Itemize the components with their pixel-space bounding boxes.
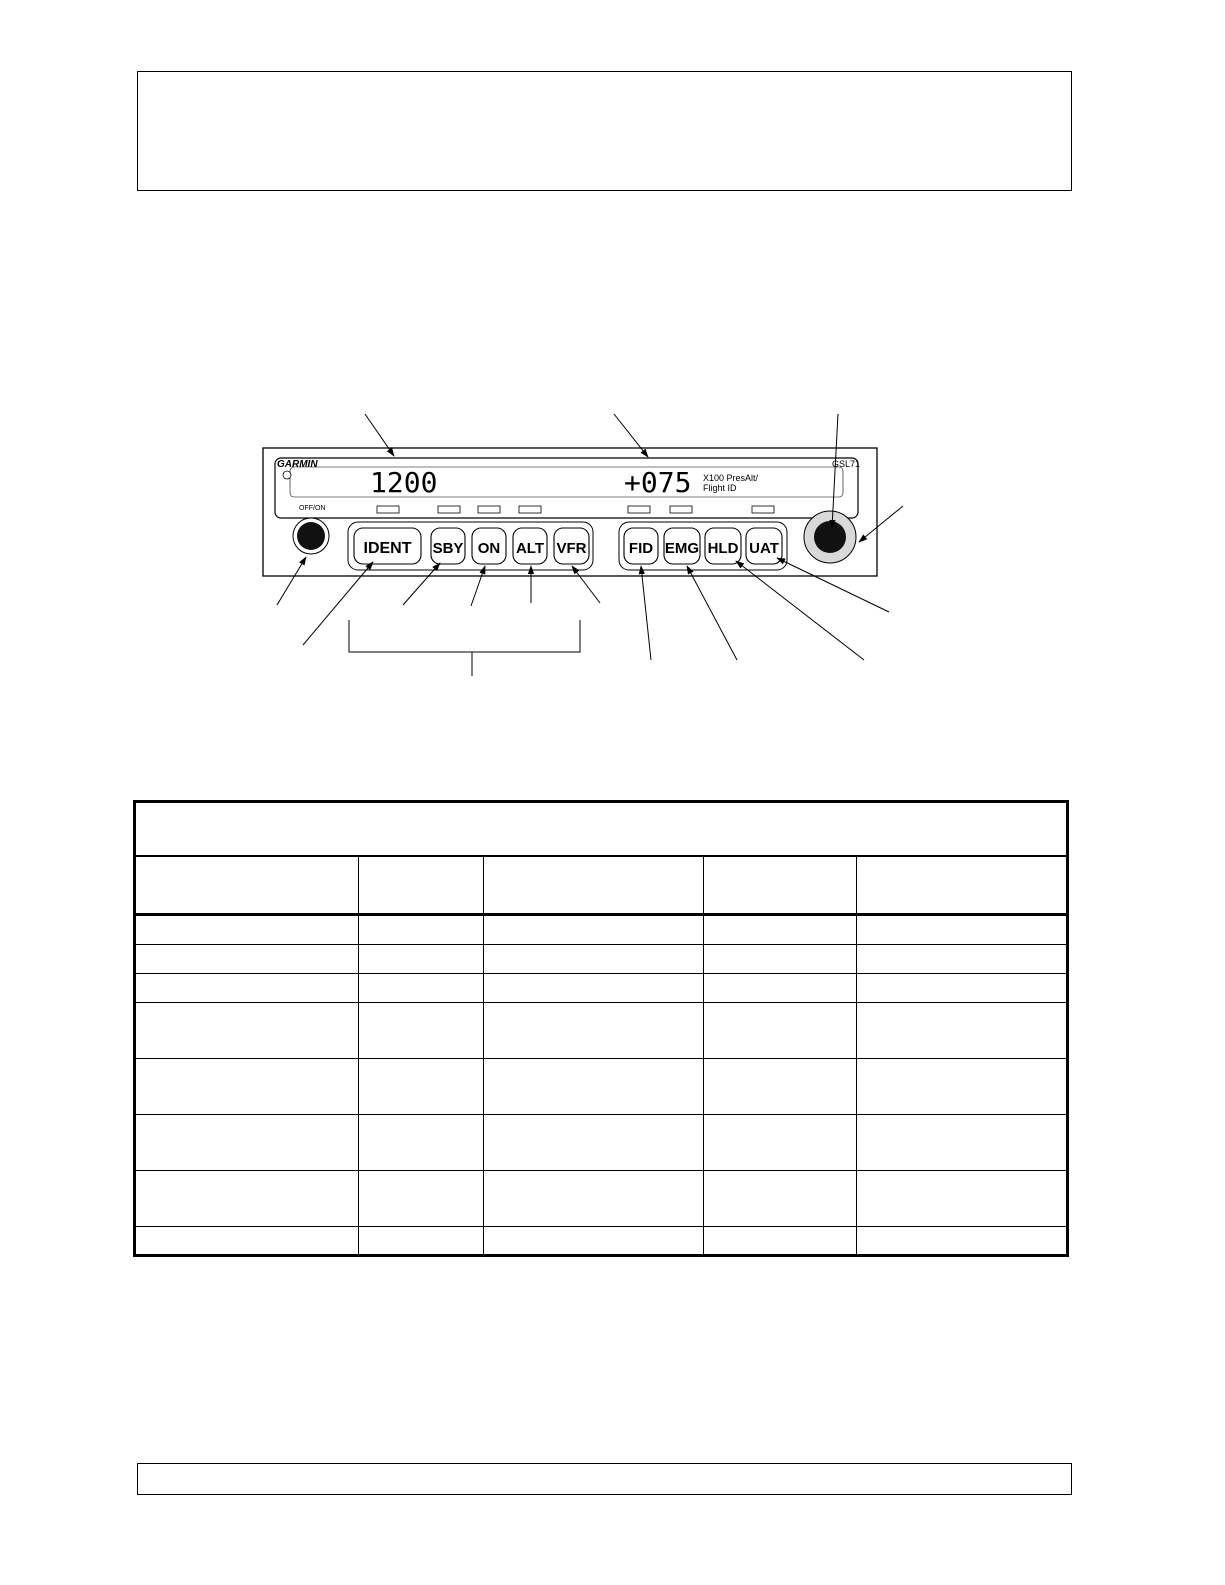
header-cell — [483, 856, 703, 915]
function-table — [133, 800, 1069, 1257]
sby-button-label: SBY — [432, 540, 464, 557]
hld-button[interactable] — [705, 528, 741, 564]
selector-knob-inner[interactable] — [814, 521, 846, 553]
table-row — [136, 1171, 1066, 1227]
brand-logo: GARMIN — [277, 459, 318, 470]
ident-button-label: IDENT — [363, 540, 412, 557]
annunciator-fid — [628, 506, 650, 513]
header-cell — [136, 856, 358, 915]
uat-button[interactable] — [746, 528, 782, 564]
footer-box — [137, 1463, 1072, 1495]
table-row — [136, 1059, 1066, 1115]
vfr-button[interactable] — [554, 528, 589, 564]
alt-button-label: ALT — [515, 540, 545, 557]
display-caption-line1: X100 PresAlt/ — [703, 473, 759, 483]
annunciator-on — [478, 506, 500, 513]
ident-button[interactable] — [354, 528, 421, 564]
header-cell — [856, 856, 1066, 915]
photocell-icon — [283, 471, 291, 479]
annunciator-alt — [519, 506, 541, 513]
emg-button[interactable] — [664, 528, 700, 564]
sby-button[interactable] — [431, 528, 465, 564]
annunciator-emg — [670, 506, 692, 513]
header-cell — [703, 856, 856, 915]
table-row — [136, 945, 1066, 974]
table-row — [136, 1003, 1066, 1059]
on-button-label: ON — [477, 540, 501, 557]
pressure-altitude-readout: +075 — [624, 466, 692, 499]
emg-button-label: EMG — [664, 540, 700, 557]
hld-button-label: HLD — [707, 540, 739, 557]
squawk-code-readout: 1200 — [370, 466, 438, 499]
annunciator-ident — [377, 506, 399, 513]
header-cell — [358, 856, 483, 915]
table-row — [136, 1115, 1066, 1171]
fid-button[interactable] — [624, 528, 658, 564]
display-caption-line2: Flight ID — [703, 483, 737, 493]
model-label: GSL71 — [832, 459, 861, 469]
table-row — [136, 1227, 1066, 1256]
annunciator-sby — [438, 506, 460, 513]
fid-button-label: FID — [628, 540, 654, 557]
table-title-row — [136, 803, 1066, 856]
mode-buttons-bracket — [349, 620, 580, 652]
table-title-cell — [136, 803, 1066, 856]
callout-fid — [641, 566, 651, 660]
power-knob[interactable] — [297, 522, 325, 550]
table-row — [136, 974, 1066, 1003]
alt-button[interactable] — [513, 528, 547, 564]
callout-emg — [687, 566, 737, 660]
uat-button-label: UAT — [749, 540, 779, 557]
on-button[interactable] — [472, 528, 506, 564]
table-row — [136, 915, 1066, 945]
power-label: OFF/ON — [299, 505, 326, 512]
vfr-button-label: VFR — [556, 540, 587, 557]
annunciator-uat — [752, 506, 774, 513]
table-header-row — [136, 856, 1066, 915]
transponder-diagram — [0, 0, 1225, 760]
